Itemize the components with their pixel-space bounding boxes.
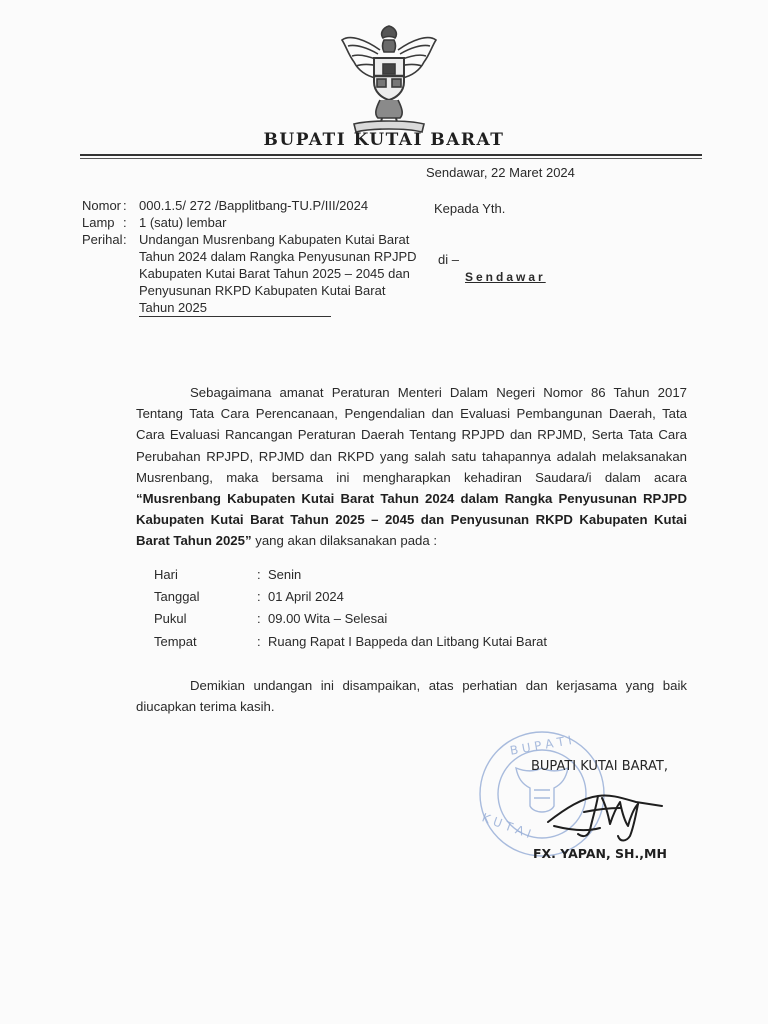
signatory-name: FX. YAPAN, SH.,MH	[533, 846, 667, 861]
body-intro: Sebagaimana amanat Peraturan Menteri Dalam Negeri Nomor 86 Tahun 2017 Tentang Tata Cara Perencanaan, Pengendalian dan Evaluasi Pembangunan Daerah, Tata Cara Evaluasi Rancangan Peraturan Daerah Tentang RPJPD dan RPJMD, Serta Tata Cara Perubahan RPJPD, RPJMD dan RKPD yang salah satu tahapannya adalah melaksanakan Musrenbang, maka bersama ini mengharapkan kehadiran Saudara/i dalam acara	[136, 385, 687, 485]
body-after: yang akan dilaksanakan pada :	[251, 533, 438, 549]
perihal-colon: :	[123, 232, 127, 247]
detail-value-hari: Senin	[268, 567, 302, 582]
detail-value-tanggal: 01 April 2024	[268, 589, 344, 604]
garuda-emblem-icon	[336, 20, 442, 138]
addressee-di: di –	[438, 252, 459, 267]
detail-label-pukul: Pukul	[154, 611, 187, 626]
lamp-label: Lamp	[82, 215, 115, 230]
letter-date: Sendawar, 22 Maret 2024	[426, 165, 575, 180]
handwritten-signature-icon	[540, 778, 665, 846]
closing-text: Demikian undangan ini disampaikan, atas perhatian dan kerjasama yang baik diucapkan terima kasih.	[136, 678, 687, 715]
detail-colon: :	[257, 634, 261, 649]
svg-text:B U P A T I: B U P A T I	[508, 733, 573, 758]
addressee-place: Sendawar	[465, 270, 546, 284]
perihal-line-2: Tahun 2024 dalam Rangka Penyusunan RPJPD	[139, 249, 417, 264]
perihal-line-1: Undangan Musrenbang Kabupaten Kutai Barat	[139, 232, 410, 247]
detail-label-hari: Hari	[154, 567, 178, 582]
detail-colon: :	[257, 567, 261, 582]
letterhead-rule-thin	[80, 158, 702, 159]
perihal-line-4: Penyusunan RKPD Kabupaten Kutai Barat	[139, 283, 386, 298]
nomor-colon: :	[123, 198, 127, 213]
lamp-value: 1 (satu) lembar	[139, 215, 227, 230]
detail-value-pukul: 09.00 Wita – Selesai	[268, 611, 388, 626]
perihal-line-5: Tahun 2025	[139, 300, 207, 315]
closing-paragraph	[136, 675, 687, 717]
perihal-label: Perihal	[82, 232, 123, 247]
nomor-value: 000.1.5/ 272 /Bapplitbang-TU.P/III/2024	[139, 198, 369, 213]
letterhead-title: BUPATI KUTAI BARAT	[263, 130, 505, 150]
body-paragraph	[136, 382, 687, 552]
detail-value-tempat: Ruang Rapat I Bappeda dan Litbang Kutai Barat	[268, 634, 547, 649]
detail-colon: :	[257, 589, 261, 604]
perihal-line-3: Kabupaten Kutai Barat Tahun 2025 – 2045 dan	[139, 266, 410, 281]
signature-title: BUPATI KUTAI BARAT,	[531, 759, 668, 774]
detail-colon: :	[257, 611, 261, 626]
letterhead-rule-thick	[80, 154, 702, 156]
addressee-kepada: Kepada Yth.	[434, 201, 506, 216]
detail-label-tempat: Tempat	[154, 634, 197, 649]
lamp-colon: :	[123, 215, 127, 230]
detail-label-tanggal: Tanggal	[154, 589, 200, 604]
nomor-label: Nomor	[82, 198, 122, 213]
perihal-underline	[139, 316, 331, 317]
svg-text:K U T A I: K U T A I	[480, 810, 533, 842]
event-title: “Musrenbang Kabupaten Kutai Barat Tahun 2024 dalam Rangka Penyusunan RPJPD Kabupaten Kutai Barat Tahun 2025 – 2045 dan Penyusunan RKPD Kabupaten Kutai Barat Tahun 2025”	[136, 491, 687, 549]
